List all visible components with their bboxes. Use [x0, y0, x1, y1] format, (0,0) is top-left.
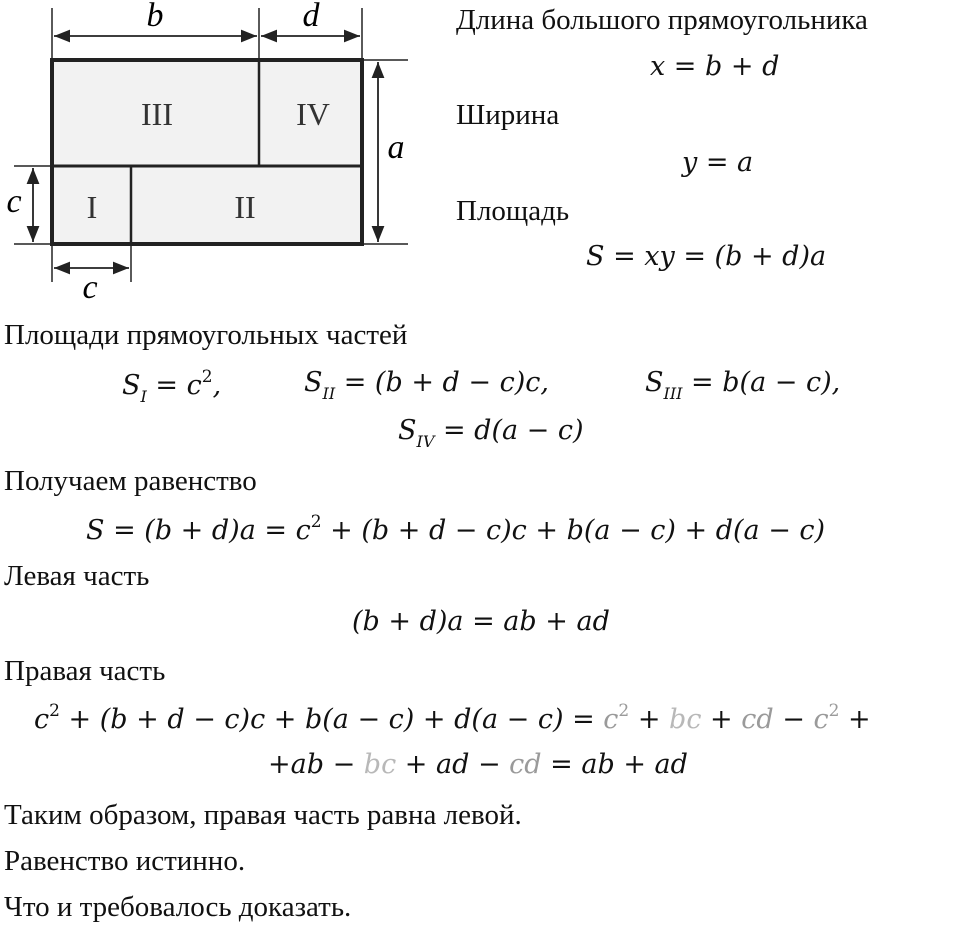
rectangle-figure [0, 0, 420, 310]
formula-s2: $S_{II} = (b + d - c)c$, [304, 367, 549, 403]
conclusion-line-3: Что и требовалось доказать. [4, 891, 352, 923]
area-heading: Площадь [456, 195, 570, 227]
label-c-bottom: c [82, 269, 98, 306]
conclusion-line-1: Таким образом, правая часть равна левой. [4, 799, 522, 831]
label-c-left: c [6, 183, 22, 220]
label-a: a [387, 129, 405, 166]
figure-shading [52, 60, 362, 244]
equality-heading: Получаем равенство [4, 465, 257, 497]
label-region-iii: III [141, 96, 173, 132]
label-region-i: I [86, 189, 98, 225]
length-heading: Длина большого прямоугольника [456, 4, 868, 36]
parts-heading: Площади прямоугольных частей [4, 319, 408, 351]
equality-formula: $S = (b + d)a = c^2 + (b + d - c)c + b(a - c) + d(a - c)$ [86, 512, 826, 546]
y-formula: y = a [682, 147, 754, 178]
x-formula: x = b + d [650, 51, 780, 82]
label-region-iv: IV [296, 96, 330, 132]
formula-s3: $S_{III} = b(a - c)$, [645, 367, 841, 403]
left-formula: (b + d)a = ab + ad [352, 606, 610, 637]
left-heading: Левая часть [4, 560, 150, 592]
formula-s4: $S_{IV} = d(a - c)$ [398, 415, 584, 451]
conclusion-line-2: Равенство истинно. [4, 845, 246, 877]
width-heading: Ширина [456, 99, 560, 131]
s-formula: S = xy = (b + d)a [586, 241, 827, 272]
formula-s1: $S_I = c^2$, [122, 367, 222, 406]
right-heading: Правая часть [4, 655, 166, 687]
right-formula-line2: +ab − bc + ad − cd = ab + ad [268, 749, 688, 780]
label-d: d [302, 0, 320, 34]
label-region-ii: II [234, 189, 256, 225]
label-b: b [146, 0, 164, 34]
right-formula-line1: $c^2 + (b + d - c)c + b(a - c) + d(a - c) = c^2$ + bc + cd − $c^2$ + [34, 701, 871, 735]
